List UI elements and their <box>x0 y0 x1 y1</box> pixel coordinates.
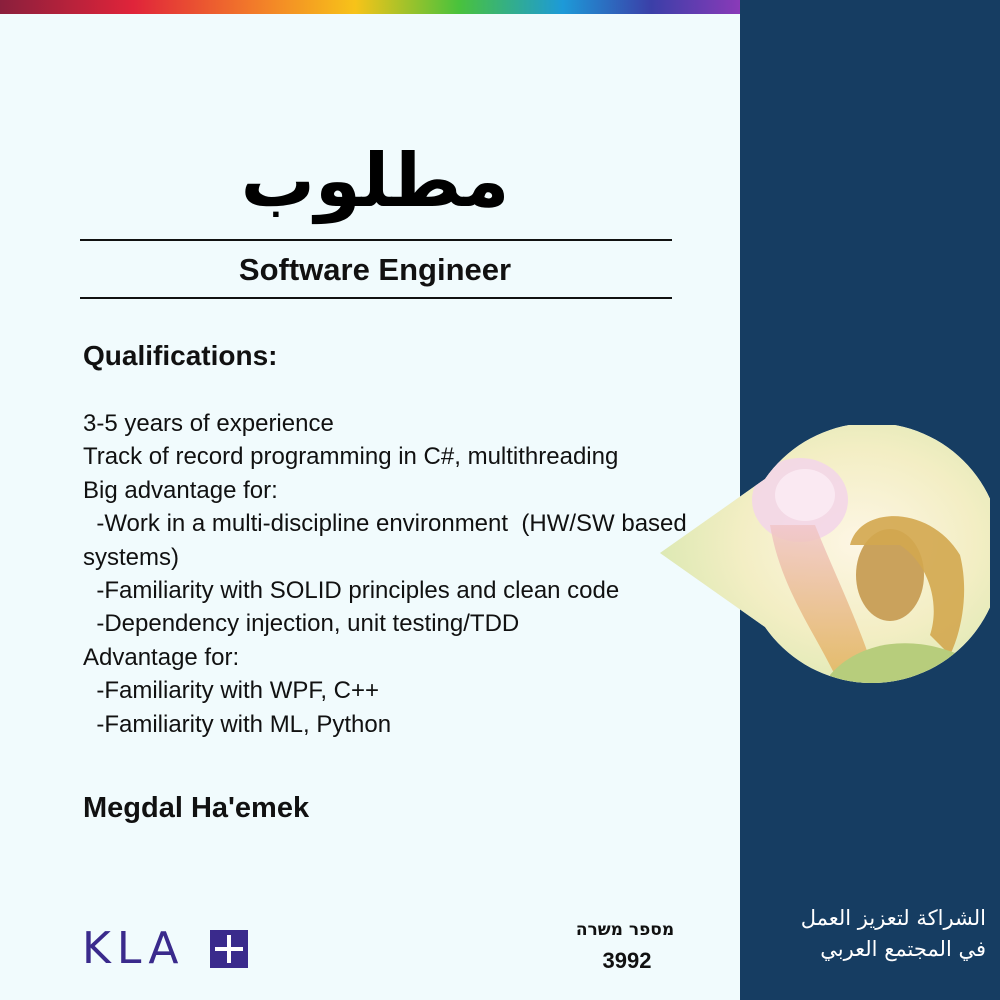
job-number-label: מספר משרה <box>575 920 675 940</box>
tagline-line-2: في المجتمع العربي <box>820 937 986 961</box>
job-title: Software Engineer <box>238 252 512 287</box>
qualifications-heading: Qualifications: <box>83 340 278 371</box>
woman-holding-object-photo <box>660 425 990 685</box>
qualification-item: Advantage for: <box>83 643 240 671</box>
rainbow-top-bar <box>0 0 740 14</box>
divider-top <box>80 239 672 241</box>
tagline-line-1: الشراكة لتعزيز العمل <box>800 906 986 930</box>
qualification-item: -Familiarity with WPF, C++ <box>83 677 380 705</box>
job-location: Megdal Ha'emek <box>83 792 310 824</box>
qualification-item: -Familiarity with ML, Python <box>83 710 392 738</box>
qualification-item: 3-5 years of experience <box>83 410 334 437</box>
kla-logo <box>82 923 252 974</box>
job-number: 3992 <box>602 948 652 973</box>
qualification-item: -Work in a multi-discipline environment (HW/SW based systems) <box>83 510 694 571</box>
qualification-item: -Familiarity with SOLID principles and clean code <box>83 577 620 605</box>
qualification-item: -Dependency injection, unit testing/TDD <box>83 610 520 638</box>
page-title: مطلوب <box>240 138 510 224</box>
divider-bottom <box>80 297 672 299</box>
kla-logo-text: KLA <box>82 923 185 974</box>
qualification-item: Track of record programming in C#, multithreading <box>83 443 619 471</box>
plus-square-icon <box>210 930 248 968</box>
qualifications-list <box>83 407 703 741</box>
partnership-tagline <box>752 903 986 965</box>
qualification-item: Big advantage for: <box>83 476 278 504</box>
